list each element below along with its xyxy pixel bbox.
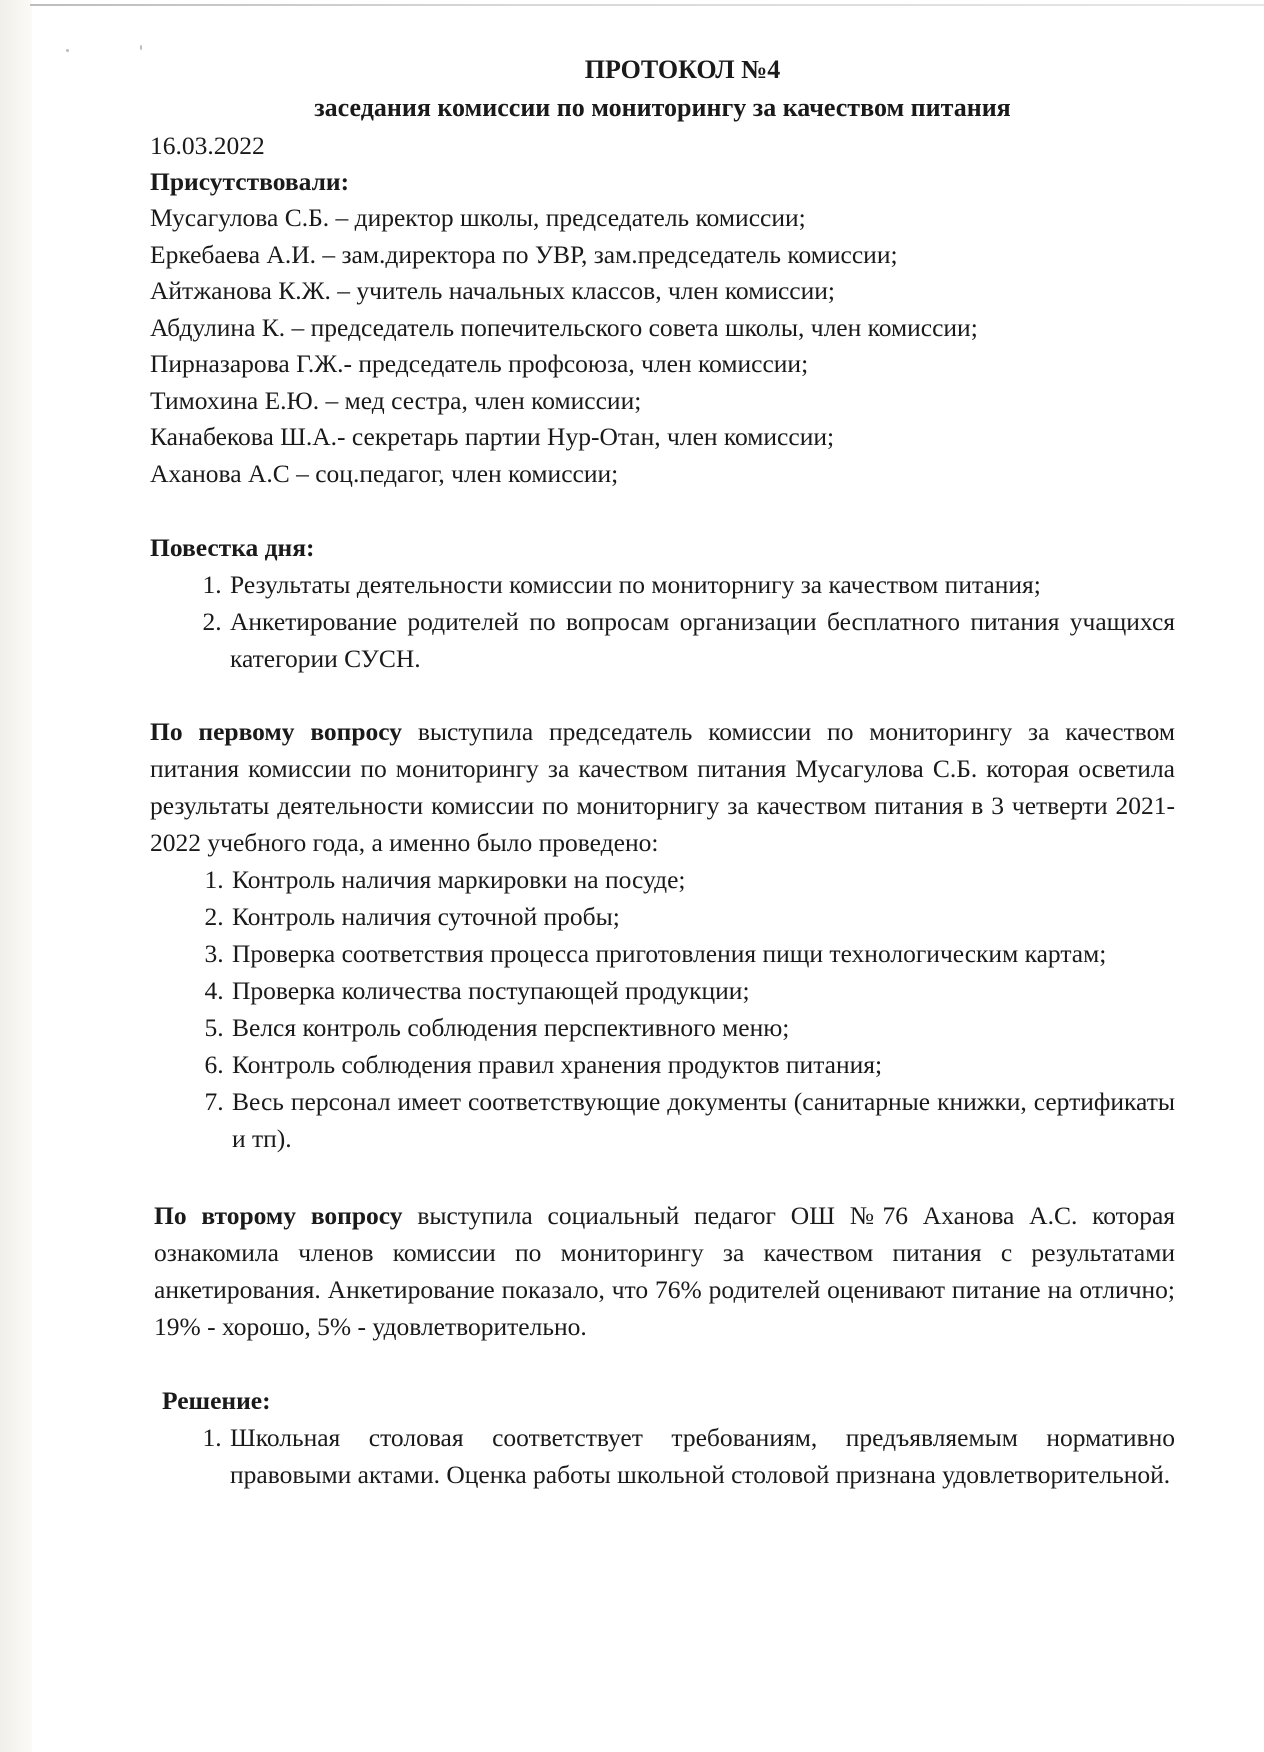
decision-heading: Решение: bbox=[162, 1386, 271, 1415]
second-question-section bbox=[150, 1197, 1175, 1345]
second-question-text: выступила социальный педагог ОШ №76 Аханова А.С. которая ознакомила членов комиссии по мониторингу за качеством питания с результатами анкетирования. Анкетирование показало, что 76% родителей оценивают питание на отлично; 19% - хорошо, 5% - удовлетворительно. bbox=[154, 1201, 1176, 1341]
agenda-list bbox=[150, 566, 1175, 677]
scan-edge-top bbox=[30, 4, 1264, 6]
attendee-item: Еркебаева А.И. – зам.директора по УВР, зам.председатель комиссии; bbox=[150, 239, 898, 269]
first-question-list bbox=[150, 861, 1175, 1157]
second-question-paragraph bbox=[154, 1197, 1175, 1345]
scan-speck bbox=[140, 45, 142, 50]
scan-edge-left bbox=[0, 0, 32, 1752]
first-question-paragraph bbox=[150, 713, 1175, 861]
inspection-item: 6. Контроль соблюдения правил хранения продуктов питания; bbox=[230, 1046, 1175, 1083]
document-page bbox=[150, 52, 1175, 1493]
decision-item: 1. Школьная столовая соответствует требованиям, предъявляемым нормативно правовыми актами. Оценка работы школьной столовой признана удовлетворительной. bbox=[228, 1419, 1175, 1493]
attendee-item: Абдулина К. – председатель попечительского совета школы, член комиссии; bbox=[150, 312, 978, 342]
scan-speck bbox=[66, 49, 69, 52]
decision-section bbox=[150, 1383, 1175, 1493]
first-question-section bbox=[150, 713, 1175, 1157]
agenda-section bbox=[150, 530, 1175, 677]
inspection-item: 3. Проверка соответствия процесса приготовления пищи технологическим картам; bbox=[230, 935, 1175, 972]
inspection-item: 4. Проверка количества поступающей продукции; bbox=[230, 972, 1175, 1009]
attendee-item: Пирназарова Г.Ж.- председатель профсоюза, член комиссии; bbox=[150, 349, 809, 378]
decision-list bbox=[162, 1419, 1175, 1493]
first-question-text: выступила председатель комиссии по мониторингу за качеством питания комиссии по мониторингу за качеством питания Мусагулова С.Б. которая осветила результаты деятельности комиссии по мониторнигу за качеством питания в 3 четверти 2021-2022 учебного года, а именно было проведено: bbox=[150, 717, 1176, 857]
attendee-item: Тимохина Е.Ю. – мед сестра, член комиссии; bbox=[150, 385, 642, 415]
agenda-item: 1. Результаты деятельности комиссии по мониторнигу за качеством питания; bbox=[228, 566, 1175, 603]
meeting-date: 16.03.2022 bbox=[150, 131, 265, 160]
agenda-heading: Повестка дня: bbox=[150, 533, 315, 562]
attendee-item: Аханова А.С – соц.педагог, член комиссии; bbox=[150, 458, 619, 488]
document-subtitle: заседания комиссии по мониторингу за качеством питания bbox=[314, 93, 1011, 122]
inspection-item: 5. Велся контроль соблюдения перспективного меню; bbox=[230, 1009, 1175, 1046]
inspection-item: 7. Весь персонал имеет соответствующие документы (санитарные книжки, сертификаты и тп). bbox=[230, 1083, 1175, 1157]
attendee-item: Айтжанова К.Ж. – учитель начальных классов, член комиссии; bbox=[150, 276, 835, 305]
first-question-lead: По первому вопросу bbox=[150, 717, 403, 746]
inspection-item: 2. Контроль наличия суточной пробы; bbox=[230, 898, 1175, 935]
second-question-lead: По второму вопросу bbox=[154, 1201, 403, 1230]
attendees-heading: Присутствовали: bbox=[150, 167, 350, 196]
inspection-item: 1. Контроль наличия маркировки на посуде; bbox=[230, 861, 1175, 898]
attendee-item: Канабекова Ш.А.- секретарь партии Нур-Отан, член комиссии; bbox=[150, 422, 835, 451]
agenda-item: 2. Анкетирование родителей по вопросам организации бесплатного питания учащихся категории СУСН. bbox=[228, 603, 1175, 677]
attendees-list bbox=[150, 200, 1175, 492]
document-title: ПРОТОКОЛ №4 bbox=[584, 55, 781, 84]
attendee-item: Мусагулова С.Б. – директор школы, председатель комиссии; bbox=[150, 203, 806, 232]
